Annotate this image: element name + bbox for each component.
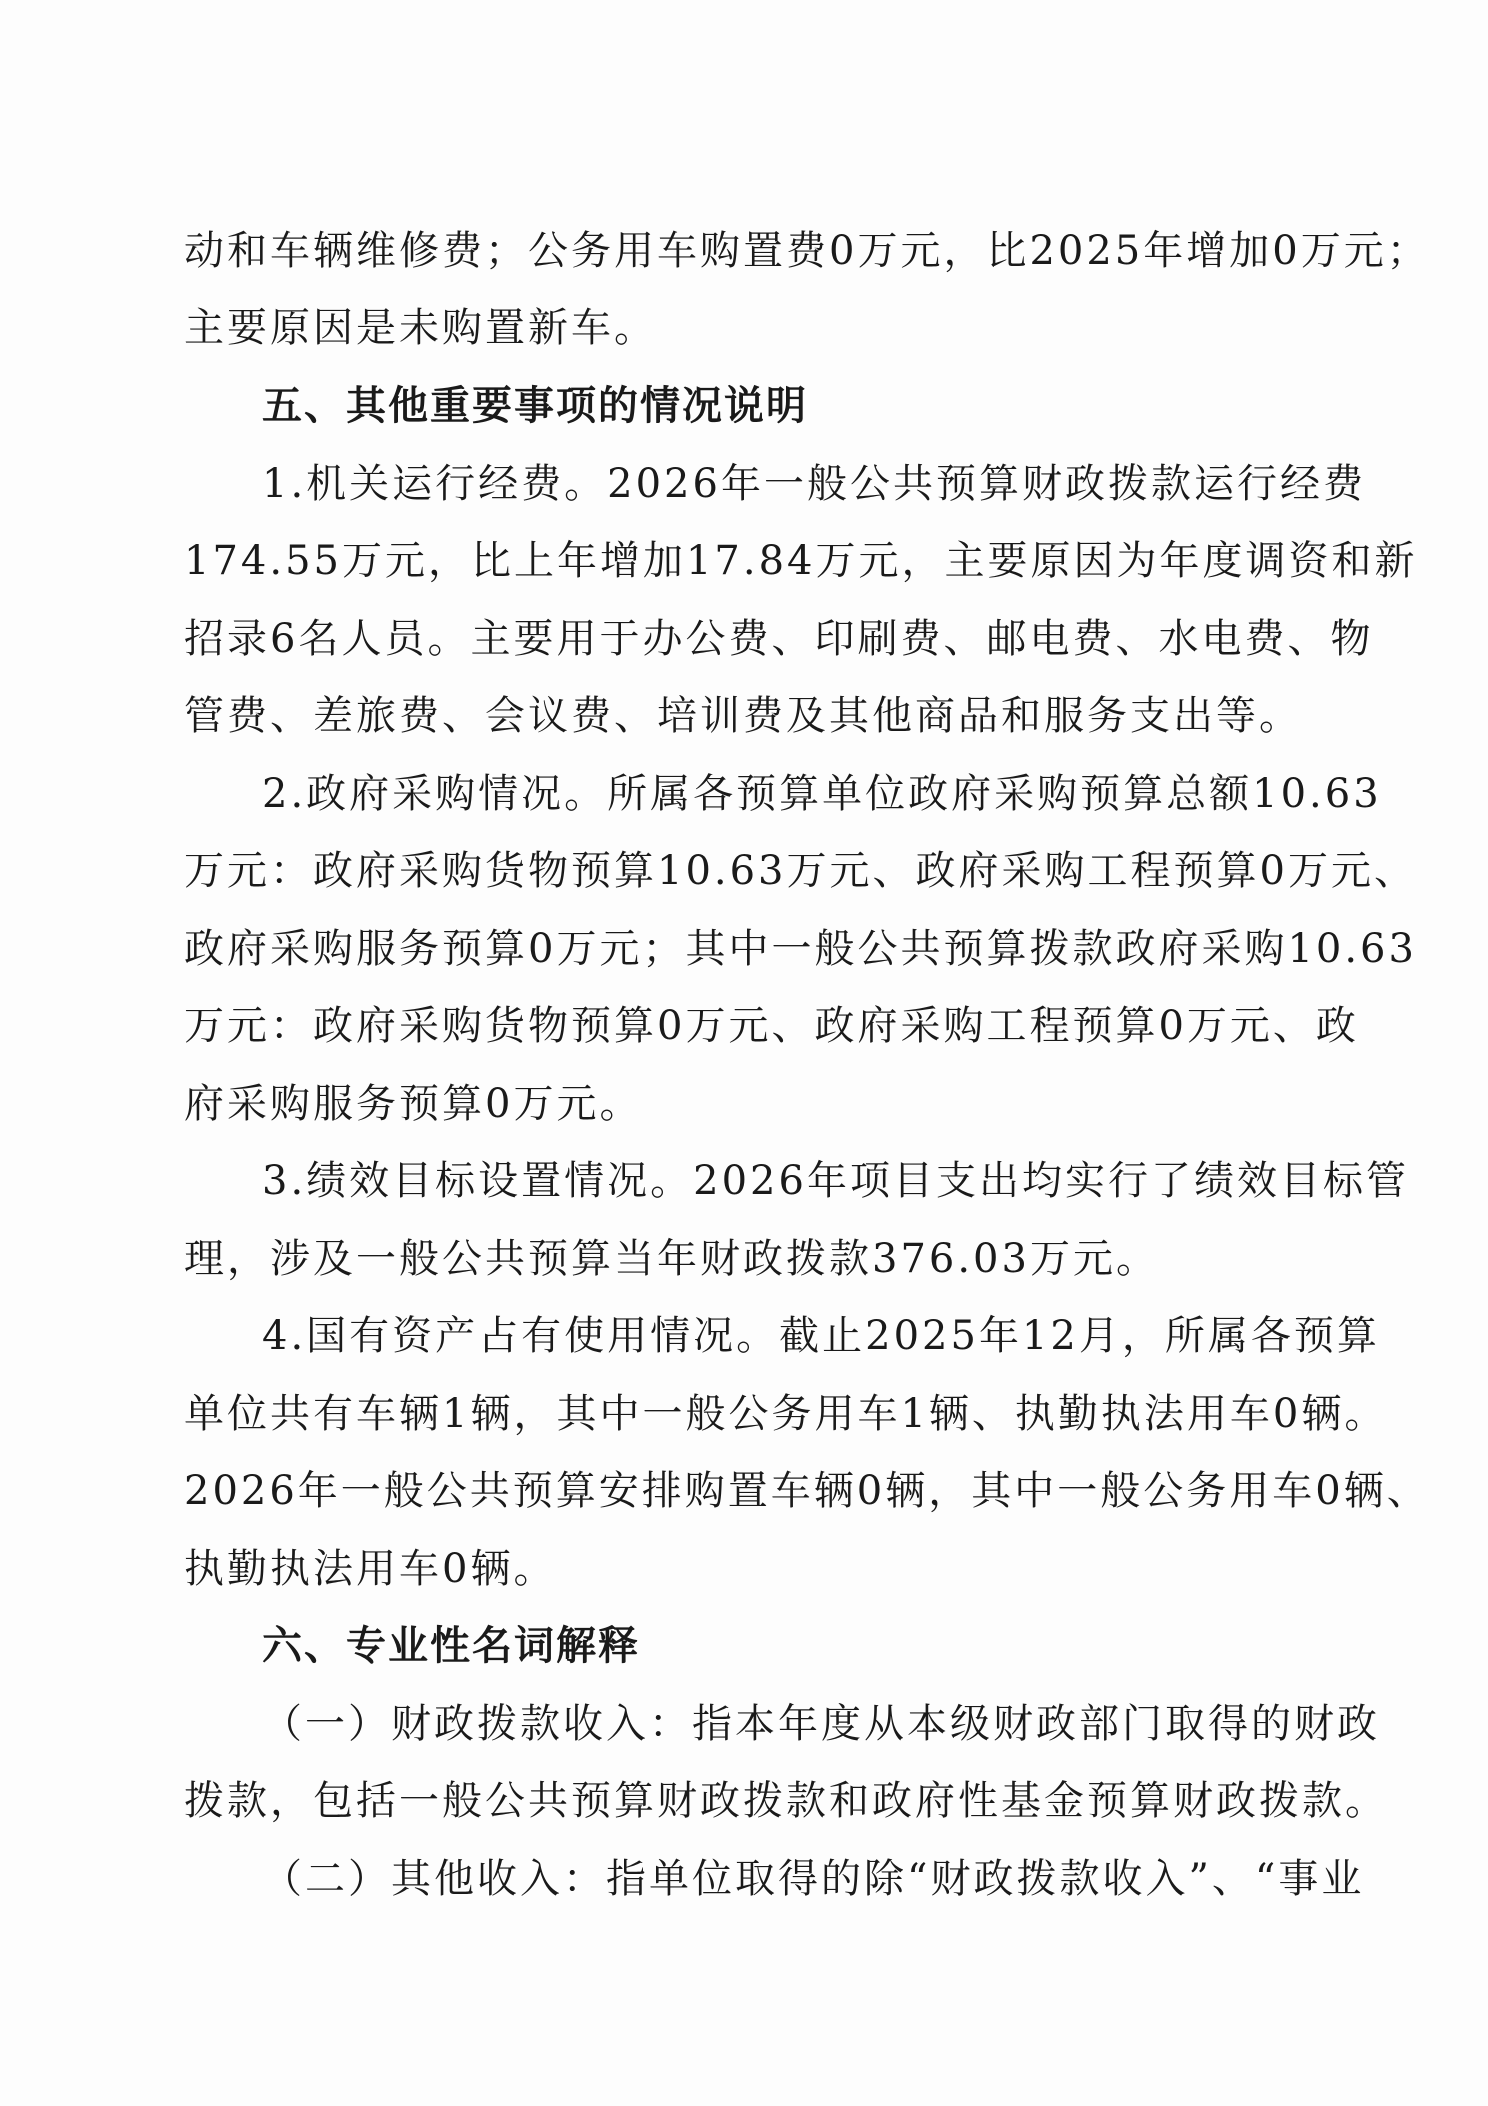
text-line: 府采购服务预算0万元。 xyxy=(184,1081,643,1127)
text-line: 招录6名人员。主要用于办公费、印刷费、邮电费、水电费、物 xyxy=(184,616,1374,662)
paragraph-line: 4.国有资产占有使用情况。截止2025年12月，所属各预算 xyxy=(262,1313,1380,1359)
text-line: 执勤执法用车0辆。 xyxy=(184,1546,557,1592)
text-line: 万元：政府采购货物预算0万元、政府采购工程预算0万元、政 xyxy=(184,1003,1359,1049)
text-line: 动和车辆维修费；公务用车购置费0万元，比2025年增加0万元； xyxy=(184,228,1430,274)
text-line: 单位共有车辆1辆，其中一般公务用车1辆、执勤执法用车0辆。 xyxy=(184,1391,1388,1437)
text-line: 主要原因是未购置新车。 xyxy=(184,305,657,351)
section-heading: 六、专业性名词解释 xyxy=(262,1623,640,1669)
paragraph-line: （一）财政拨款收入：指本年度从本级财政部门取得的财政 xyxy=(262,1701,1380,1747)
paragraph-line: 3.绩效目标设置情况。2026年项目支出均实行了绩效目标管 xyxy=(262,1158,1409,1204)
text-line: 拨款，包括一般公共预算财政拨款和政府性基金预算财政拨款。 xyxy=(184,1778,1388,1824)
paragraph-line: 1.机关运行经费。2026年一般公共预算财政拨款运行经费 xyxy=(262,461,1366,507)
text-line: 理，涉及一般公共预算当年财政拨款376.03万元。 xyxy=(184,1236,1159,1282)
text-line: 政府采购服务预算0万元；其中一般公共预算拨款政府采购10.63 xyxy=(184,926,1417,972)
text-line: 管费、差旅费、会议费、培训费及其他商品和服务支出等。 xyxy=(184,693,1302,739)
paragraph-line: 2.政府采购情况。所属各预算单位政府采购预算总额10.63 xyxy=(262,771,1382,817)
paragraph-line: （二）其他收入：指单位取得的除“财政拨款收入”、“事业 xyxy=(262,1856,1365,1902)
text-line: 万元：政府采购货物预算10.63万元、政府采购工程预算0万元、 xyxy=(184,848,1417,894)
text-line: 2026年一般公共预算安排购置车辆0辆，其中一般公务用车0辆、 xyxy=(184,1468,1430,1514)
text-line: 174.55万元，比上年增加17.84万元，主要原因为年度调资和新 xyxy=(184,538,1418,584)
section-heading: 五、其他重要事项的情况说明 xyxy=(262,383,808,429)
